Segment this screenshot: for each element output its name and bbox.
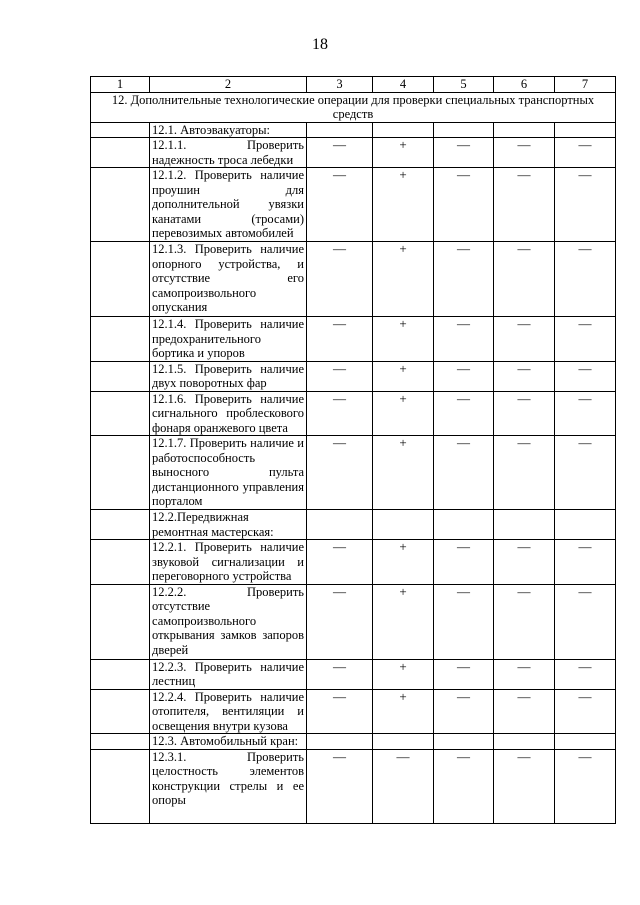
mark-cell: — <box>555 689 616 734</box>
empty-cell <box>373 122 434 138</box>
empty-cell <box>91 138 150 168</box>
column-header: 6 <box>494 77 555 93</box>
empty-cell <box>555 734 616 750</box>
column-header: 2 <box>150 77 307 93</box>
mark-cell: — <box>555 138 616 168</box>
mark-cell: — <box>494 436 555 510</box>
mark-cell: — <box>494 584 555 659</box>
mark-cell: — <box>555 361 616 391</box>
mark-cell: — <box>307 659 373 689</box>
item-row <box>91 749 616 823</box>
empty-cell <box>91 510 150 540</box>
mark-cell: + <box>373 659 434 689</box>
item-description: 12.2.2. Проверить отсутствие самопроизвольного открывания замков запоров дверей <box>150 584 307 659</box>
item-row <box>91 361 616 391</box>
mark-cell: — <box>555 584 616 659</box>
empty-cell <box>91 540 150 585</box>
item-description: 12.2.1. Проверить наличие звуковой сигнализации и переговорного устройства <box>150 540 307 585</box>
item-row <box>91 436 616 510</box>
column-header: 4 <box>373 77 434 93</box>
item-row <box>91 584 616 659</box>
mark-cell: — <box>307 361 373 391</box>
mark-cell: — <box>307 317 373 362</box>
item-description: 12.1.3. Проверить наличие опорного устройства, и отсутствие его самопроизвольного опускания <box>150 242 307 317</box>
empty-cell <box>434 734 494 750</box>
mark-cell: — <box>555 436 616 510</box>
inspection-table <box>90 76 616 824</box>
mark-cell: + <box>373 242 434 317</box>
mark-cell: — <box>494 361 555 391</box>
empty-cell <box>307 734 373 750</box>
mark-cell: — <box>555 749 616 823</box>
empty-cell <box>91 689 150 734</box>
mark-cell: + <box>373 540 434 585</box>
item-row <box>91 168 616 242</box>
item-description: 12.1.2. Проверить наличие проушин для дополнительной увязки канатами (тросами) перевозимых автомобилей <box>150 168 307 242</box>
mark-cell: — <box>434 242 494 317</box>
mark-cell: + <box>373 689 434 734</box>
empty-cell <box>91 168 150 242</box>
empty-cell <box>373 734 434 750</box>
item-description: 12.1.1. Проверить надежность троса лебедки <box>150 138 307 168</box>
mark-cell: — <box>434 689 494 734</box>
item-description: 12.1.4. Проверить наличие предохранительного бортика и упоров <box>150 317 307 362</box>
empty-cell <box>91 361 150 391</box>
mark-cell: + <box>373 391 434 436</box>
mark-cell: — <box>434 436 494 510</box>
mark-cell: — <box>434 168 494 242</box>
page-number: 18 <box>312 36 328 53</box>
empty-cell <box>555 510 616 540</box>
mark-cell: — <box>307 168 373 242</box>
empty-cell <box>91 584 150 659</box>
mark-cell: — <box>434 659 494 689</box>
mark-cell: — <box>307 584 373 659</box>
mark-cell: + <box>373 317 434 362</box>
empty-cell <box>91 391 150 436</box>
subsection-title: 12.1. Автоэвакуаторы: <box>150 122 307 138</box>
section-row <box>91 92 616 122</box>
mark-cell: + <box>373 138 434 168</box>
empty-cell <box>91 317 150 362</box>
item-row <box>91 689 616 734</box>
item-row <box>91 242 616 317</box>
mark-cell: — <box>307 689 373 734</box>
mark-cell: — <box>434 317 494 362</box>
item-row <box>91 317 616 362</box>
subsection-title: 12.3. Автомобильный кран: <box>150 734 307 750</box>
empty-cell <box>494 510 555 540</box>
mark-cell: — <box>555 391 616 436</box>
empty-cell <box>91 436 150 510</box>
empty-cell <box>555 122 616 138</box>
item-row <box>91 391 616 436</box>
mark-cell: — <box>494 138 555 168</box>
subsection-row <box>91 122 616 138</box>
mark-cell: + <box>373 584 434 659</box>
mark-cell: — <box>307 436 373 510</box>
mark-cell: — <box>494 317 555 362</box>
column-header: 1 <box>91 77 150 93</box>
mark-cell: — <box>307 242 373 317</box>
mark-cell: — <box>373 749 434 823</box>
empty-cell <box>91 749 150 823</box>
mark-cell: — <box>434 584 494 659</box>
mark-cell: — <box>307 540 373 585</box>
mark-cell: — <box>555 659 616 689</box>
mark-cell: — <box>494 689 555 734</box>
mark-cell: + <box>373 361 434 391</box>
column-header-row <box>91 77 616 93</box>
subsection-row <box>91 510 616 540</box>
empty-cell <box>91 734 150 750</box>
mark-cell: + <box>373 168 434 242</box>
empty-cell <box>91 122 150 138</box>
mark-cell: — <box>555 242 616 317</box>
item-description: 12.2.3. Проверить наличие лестниц <box>150 659 307 689</box>
item-description: 12.1.5. Проверить наличие двух поворотных фар <box>150 361 307 391</box>
mark-cell: — <box>307 749 373 823</box>
mark-cell: — <box>555 168 616 242</box>
subsection-row <box>91 734 616 750</box>
mark-cell: — <box>555 317 616 362</box>
mark-cell: — <box>494 749 555 823</box>
empty-cell <box>307 122 373 138</box>
item-row <box>91 659 616 689</box>
mark-cell: — <box>434 391 494 436</box>
mark-cell: — <box>494 242 555 317</box>
item-row <box>91 540 616 585</box>
empty-cell <box>91 242 150 317</box>
empty-cell <box>434 122 494 138</box>
item-row <box>91 138 616 168</box>
item-description: 12.1.6. Проверить наличие сигнального проблескового фонаря оранжевого цвета <box>150 391 307 436</box>
mark-cell: — <box>307 391 373 436</box>
item-description: 12.3.1. Проверить целостность элементов конструкции стрелы и ее опоры <box>150 749 307 823</box>
empty-cell <box>494 122 555 138</box>
section-title: 12. Дополнительные технологические операции для проверки специальных транспортных средств <box>91 92 616 122</box>
mark-cell: — <box>494 168 555 242</box>
subsection-title: 12.2.Передвижная ремонтная мастерская: <box>150 510 307 540</box>
mark-cell: — <box>555 540 616 585</box>
mark-cell: + <box>373 436 434 510</box>
item-description: 12.1.7. Проверить наличие и работоспособность выносного пульта дистанционного управления порталом <box>150 436 307 510</box>
mark-cell: — <box>434 540 494 585</box>
column-header: 5 <box>434 77 494 93</box>
mark-cell: — <box>434 361 494 391</box>
mark-cell: — <box>494 540 555 585</box>
mark-cell: — <box>494 659 555 689</box>
empty-cell <box>373 510 434 540</box>
empty-cell <box>494 734 555 750</box>
column-header: 7 <box>555 77 616 93</box>
mark-cell: — <box>434 749 494 823</box>
mark-cell: — <box>434 138 494 168</box>
column-header: 3 <box>307 77 373 93</box>
mark-cell: — <box>307 138 373 168</box>
empty-cell <box>307 510 373 540</box>
item-description: 12.2.4. Проверить наличие отопителя, вентиляции и освещения внутри кузова <box>150 689 307 734</box>
empty-cell <box>91 659 150 689</box>
mark-cell: — <box>494 391 555 436</box>
empty-cell <box>434 510 494 540</box>
